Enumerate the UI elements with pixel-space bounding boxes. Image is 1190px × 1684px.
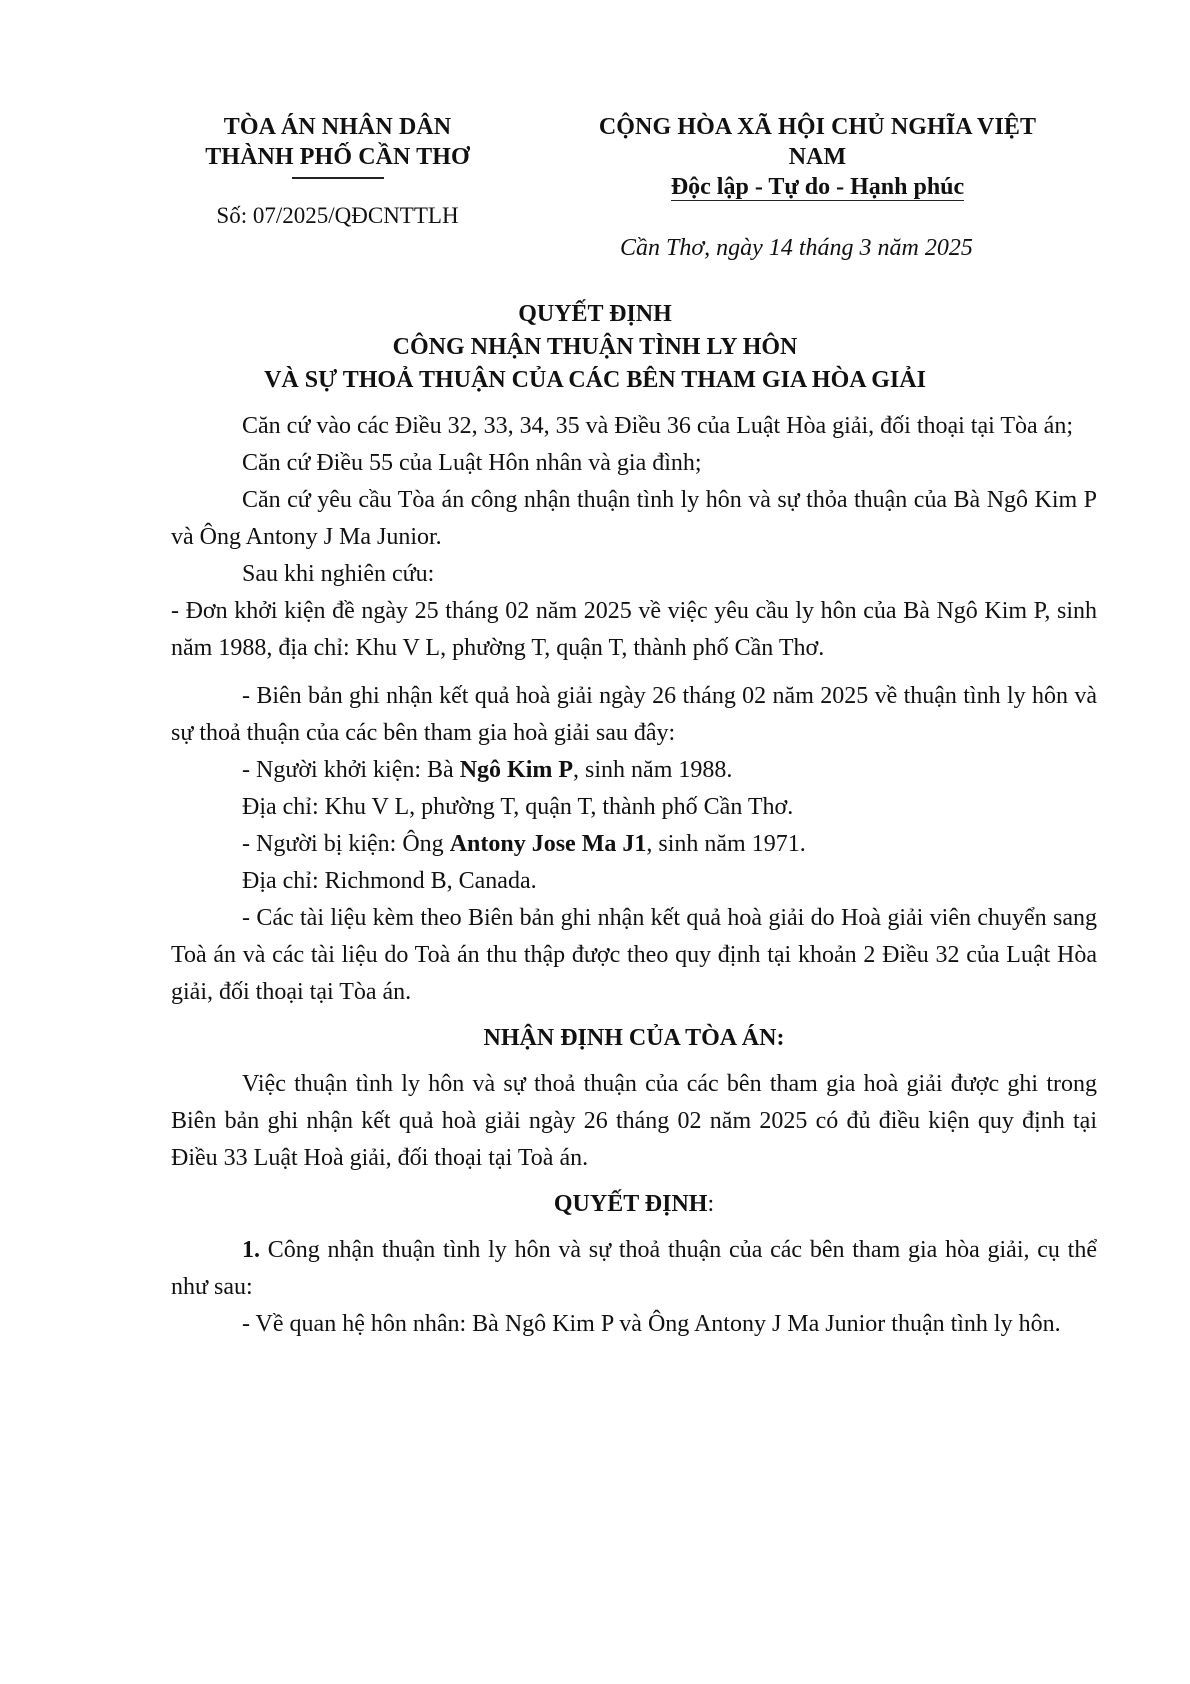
after-review-label: Sau khi nghiên cứu:: [242, 561, 435, 587]
national-title-line2: NAM: [788, 144, 847, 170]
national-header-block: [545, 112, 1090, 202]
title-line1: QUYẾT ĐỊNH: [518, 301, 672, 327]
court-separator: [292, 177, 384, 179]
defendant-suffix: , sinh năm 1971.: [646, 831, 806, 857]
title-line2: CÔNG NHẬN THUẬN TÌNH LY HÔN: [392, 334, 798, 360]
court-block: [165, 112, 510, 231]
decision-item-1-text: Công nhận thuận tình ly hôn và sự thoả thuận của các bên tham gia hòa giải, cụ thể như sau:: [171, 1237, 1097, 1300]
court-name-line2: THÀNH PHỐ CẦN THƠ: [205, 144, 470, 170]
plaintiff-address: Địa chỉ: Khu V L, phường T, quận T, thành phố Cần Thơ.: [242, 794, 794, 820]
legal-basis-1: Căn cứ vào các Điều 32, 33, 34, 35 và Điều 36 của Luật Hòa giải, đối thoại tại Tòa án;: [242, 413, 1073, 439]
court-assessment-text: Việc thuận tình ly hôn và sự thoả thuận của các bên tham gia hoà giải được ghi trong Biên bản ghi nhận kết quả hoà giải ngày 26 tháng 02 năm 2025 có đủ điều kiện quy định tại Điều 33 Luật Hoà giải, đối thoại tại Toà án.: [171, 1071, 1097, 1171]
legal-basis-2: Căn cứ Điều 55 của Luật Hôn nhân và gia đình;: [242, 450, 702, 476]
plaintiff-suffix: , sinh năm 1988.: [573, 757, 733, 783]
issue-date: Cần Thơ, ngày 14 tháng 3 năm 2025: [620, 235, 973, 261]
decision-item-1-number: 1.: [242, 1237, 260, 1263]
document-title: [0, 298, 1190, 397]
marriage-relation-paragraph: - Về quan hệ hôn nhân: Bà Ngô Kim P và Ông Antony J Ma Junior thuận tình ly hôn.: [242, 1311, 1061, 1337]
court-assessment-heading: NHẬN ĐỊNH CỦA TÒA ÁN:: [483, 1025, 785, 1051]
defendant-prefix: - Người bị kiện: Ông: [242, 831, 450, 857]
decision-number: Số: 07/2025/QĐCNTTLH: [216, 202, 459, 228]
documents-paragraph: - Các tài liệu kèm theo Biên bản ghi nhận kết quả hoà giải do Hoà giải viên chuyển sang Toà án và các tài liệu do Toà án thu thập được theo quy định tại khoản 2 Điều 32 của Luật Hòa giải, đối thoại tại Tòa án.: [171, 905, 1097, 1005]
national-motto: Độc lập - Tự do - Hạnh phúc: [670, 174, 965, 200]
mediation-record-paragraph: - Biên bản ghi nhận kết quả hoà giải ngày 26 tháng 02 năm 2025 về thuận tình ly hôn và sự thoả thuận của các bên tham gia hoà giải sau đây:: [171, 683, 1097, 746]
decision-heading-text: QUYẾT ĐỊNH: [553, 1191, 708, 1217]
decision-item-1: [171, 1232, 1097, 1306]
defendant-name: Antony Jose Ma J1: [449, 831, 647, 857]
defendant-address: Địa chỉ: Richmond B, Canada.: [242, 868, 537, 894]
petition-paragraph: - Đơn khởi kiện đề ngày 25 tháng 02 năm 2025 về việc yêu cầu ly hôn của Bà Ngô Kim P, sinh năm 1988, địa chỉ: Khu V L, phường T, quận T, thành phố Cần Thơ.: [171, 598, 1097, 661]
legal-basis-3: Căn cứ yêu cầu Tòa án công nhận thuận tình ly hôn và sự thỏa thuận của Bà Ngô Kim P và Ông Antony J Ma Junior.: [171, 487, 1097, 550]
document-header: [0, 112, 1190, 262]
decision-heading-colon: :: [707, 1191, 715, 1217]
decision-heading: [171, 1186, 1097, 1223]
plaintiff-prefix: - Người khởi kiện: Bà: [242, 757, 460, 783]
title-line3: VÀ SỰ THOẢ THUẬN CỦA CÁC BÊN THAM GIA HÒA GIẢI: [264, 367, 926, 393]
document-body: [171, 408, 1097, 1343]
plaintiff-line: [171, 752, 1097, 789]
national-title-line1: CỘNG HÒA XÃ HỘI CHỦ NGHĨA VIỆT: [598, 114, 1037, 140]
plaintiff-name: Ngô Kim P: [459, 757, 574, 783]
defendant-line: [171, 826, 1097, 863]
court-name-line1: TÒA ÁN NHÂN DÂN: [223, 114, 452, 140]
